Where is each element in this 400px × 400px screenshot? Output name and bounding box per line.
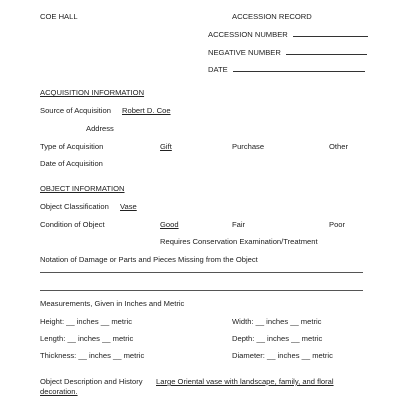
accession-number-field[interactable] <box>293 30 368 37</box>
damage-label: Notation of Damage or Parts and Pieces Missing from the Object <box>40 255 258 264</box>
negative-number-row <box>208 48 367 57</box>
record-title: ACCESSION RECORD <box>232 12 312 21</box>
condition-option-poor[interactable]: Poor <box>329 220 346 229</box>
negative-number-field[interactable] <box>286 48 367 55</box>
date-row <box>208 65 365 74</box>
address-label: Address <box>86 124 114 133</box>
accession-number-label: ACCESSION NUMBER <box>208 30 288 39</box>
accession-number-row <box>208 30 368 39</box>
diameter-field[interactable]: Diameter: __ inches __ metric <box>232 351 333 360</box>
source-label: Source of Acquisition <box>40 106 111 115</box>
source-value[interactable]: Robert D. Coe <box>122 106 171 115</box>
width-field[interactable]: Width: __ inches __ metric <box>232 317 322 326</box>
type-option-gift[interactable]: Gift <box>160 142 172 151</box>
description-value-line-1[interactable]: Large Oriental vase with landscape, family, and floral <box>156 377 334 386</box>
measurements-heading: Measurements, Given in Inches and Metric <box>40 299 185 308</box>
damage-line-2[interactable] <box>40 290 363 291</box>
org-name: COE HALL <box>40 12 78 21</box>
acquisition-date-label: Date of Acquisition <box>40 159 103 168</box>
length-field[interactable]: Length: __ inches __ metric <box>40 334 134 343</box>
condition-option-good[interactable]: Good <box>160 220 179 229</box>
damage-line-1[interactable] <box>40 272 363 273</box>
date-label: DATE <box>208 65 228 74</box>
description-label: Object Description and History <box>40 377 143 386</box>
depth-field[interactable]: Depth: __ inches __ metric <box>232 334 323 343</box>
type-option-other[interactable]: Other <box>329 142 348 151</box>
conservation-note[interactable]: Requires Conservation Examination/Treatment <box>160 237 318 246</box>
type-option-purchase[interactable]: Purchase <box>232 142 265 151</box>
condition-label: Condition of Object <box>40 220 105 229</box>
object-heading: OBJECT INFORMATION <box>40 184 125 193</box>
date-field[interactable] <box>233 65 365 72</box>
condition-option-fair[interactable]: Fair <box>232 220 246 229</box>
negative-number-label: NEGATIVE NUMBER <box>208 48 281 57</box>
classification-value[interactable]: Vase <box>120 202 137 211</box>
thickness-field[interactable]: Thickness: __ inches __ metric <box>40 351 145 360</box>
acquisition-heading: ACQUISITION INFORMATION <box>40 88 145 97</box>
type-label: Type of Acquisition <box>40 142 104 151</box>
description-value-line-2[interactable]: decoration. <box>40 387 78 396</box>
classification-label: Object Classification <box>40 202 109 211</box>
height-field[interactable]: Height: __ inches __ metric <box>40 317 133 326</box>
